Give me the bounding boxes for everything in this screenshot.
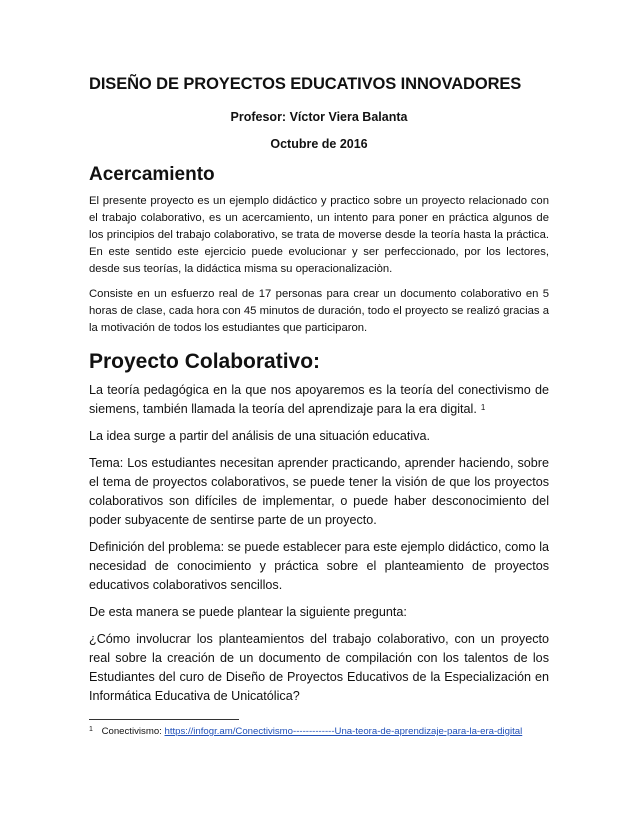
footnote-link[interactable]: https://infogr.am/Conectivismo-------------Una-teora-de-aprendizaje-para-la-era-digital [164,726,523,737]
date-line: Octubre de 2016 [270,137,368,151]
paragraph: Tema: Los estudiantes necesitan aprender practicando, aprender haciendo, sobre el tema de proyectos colaborativos, se puede tener la visión de que los proyectos colaborativos son difíciles de implementar, o puede haber desconocimiento del poder subyacente de sentirse parte de un proyecto. [89,456,549,527]
section-heading-proyecto-colaborativo: Proyecto Colaborativo: [89,349,321,373]
paragraph: Consiste en un esfuerzo real de 17 personas para crear un documento colaborativo en 5 horas de clase, cada hora con 45 minutos de duración, todo el proyecto se realizó gracias a la motivación de todos los estudiantes que participaron. [89,287,549,334]
paragraph: El presente proyecto es un ejemplo didáctico y practico sobre un proyecto relacionado con el trabajo colaborativo, es un acercamiento, un intento para poner en práctica algunos de los principios del trabajo colaborativo, se trata de moverse desde la teoría hasta la práctica. En este sentido este ejercicio puede evolucionar y ser perfeccionado, por los lectores, desde sus teorías, la didáctica misma su operacionalizaciòn. [89,194,549,275]
page-body [89,75,549,714]
footnote-reference[interactable]: 1 [480,403,486,412]
footnote [89,726,559,737]
paragraph-text: La teoría pedagógica en la que nos apoyaremos es la teoría del conectivismo de siemens, también llamada la teoría del aprendizaje para la era digital. [89,383,549,416]
paragraph: ¿Cómo involucrar los planteamientos del trabajo colaborativo, con un proyecto real sobre la creación de un documento de compilación con los talentos de los Estudiantes del curo de Diseño de Proyectos Educativos de la Especialización en Informática Educativa de Unicatólica? [89,632,549,703]
paragraph: De esta manera se puede plantear la siguiente pregunta: [89,605,407,619]
footnote-number: 1 [89,726,93,733]
footnote-label: Conectivismo: [101,726,162,737]
section-heading-acercamiento: Acercamiento [89,164,215,185]
paragraph: Definición del problema: se puede establecer para este ejemplo didáctico, como la necesidad de conocimiento y práctica sobre el planteamiento de proyectos educativos colaborativos sencillos. [89,540,549,592]
professor-line: Profesor: Víctor Viera Balanta [230,110,408,124]
paragraph: La idea surge a partir del análisis de una situación educativa. [89,429,430,443]
footnote-separator [89,719,239,720]
paragraph [89,381,549,419]
document-title: DISEÑO DE PROYECTOS EDUCATIVOS INNOVADORES [89,75,522,93]
